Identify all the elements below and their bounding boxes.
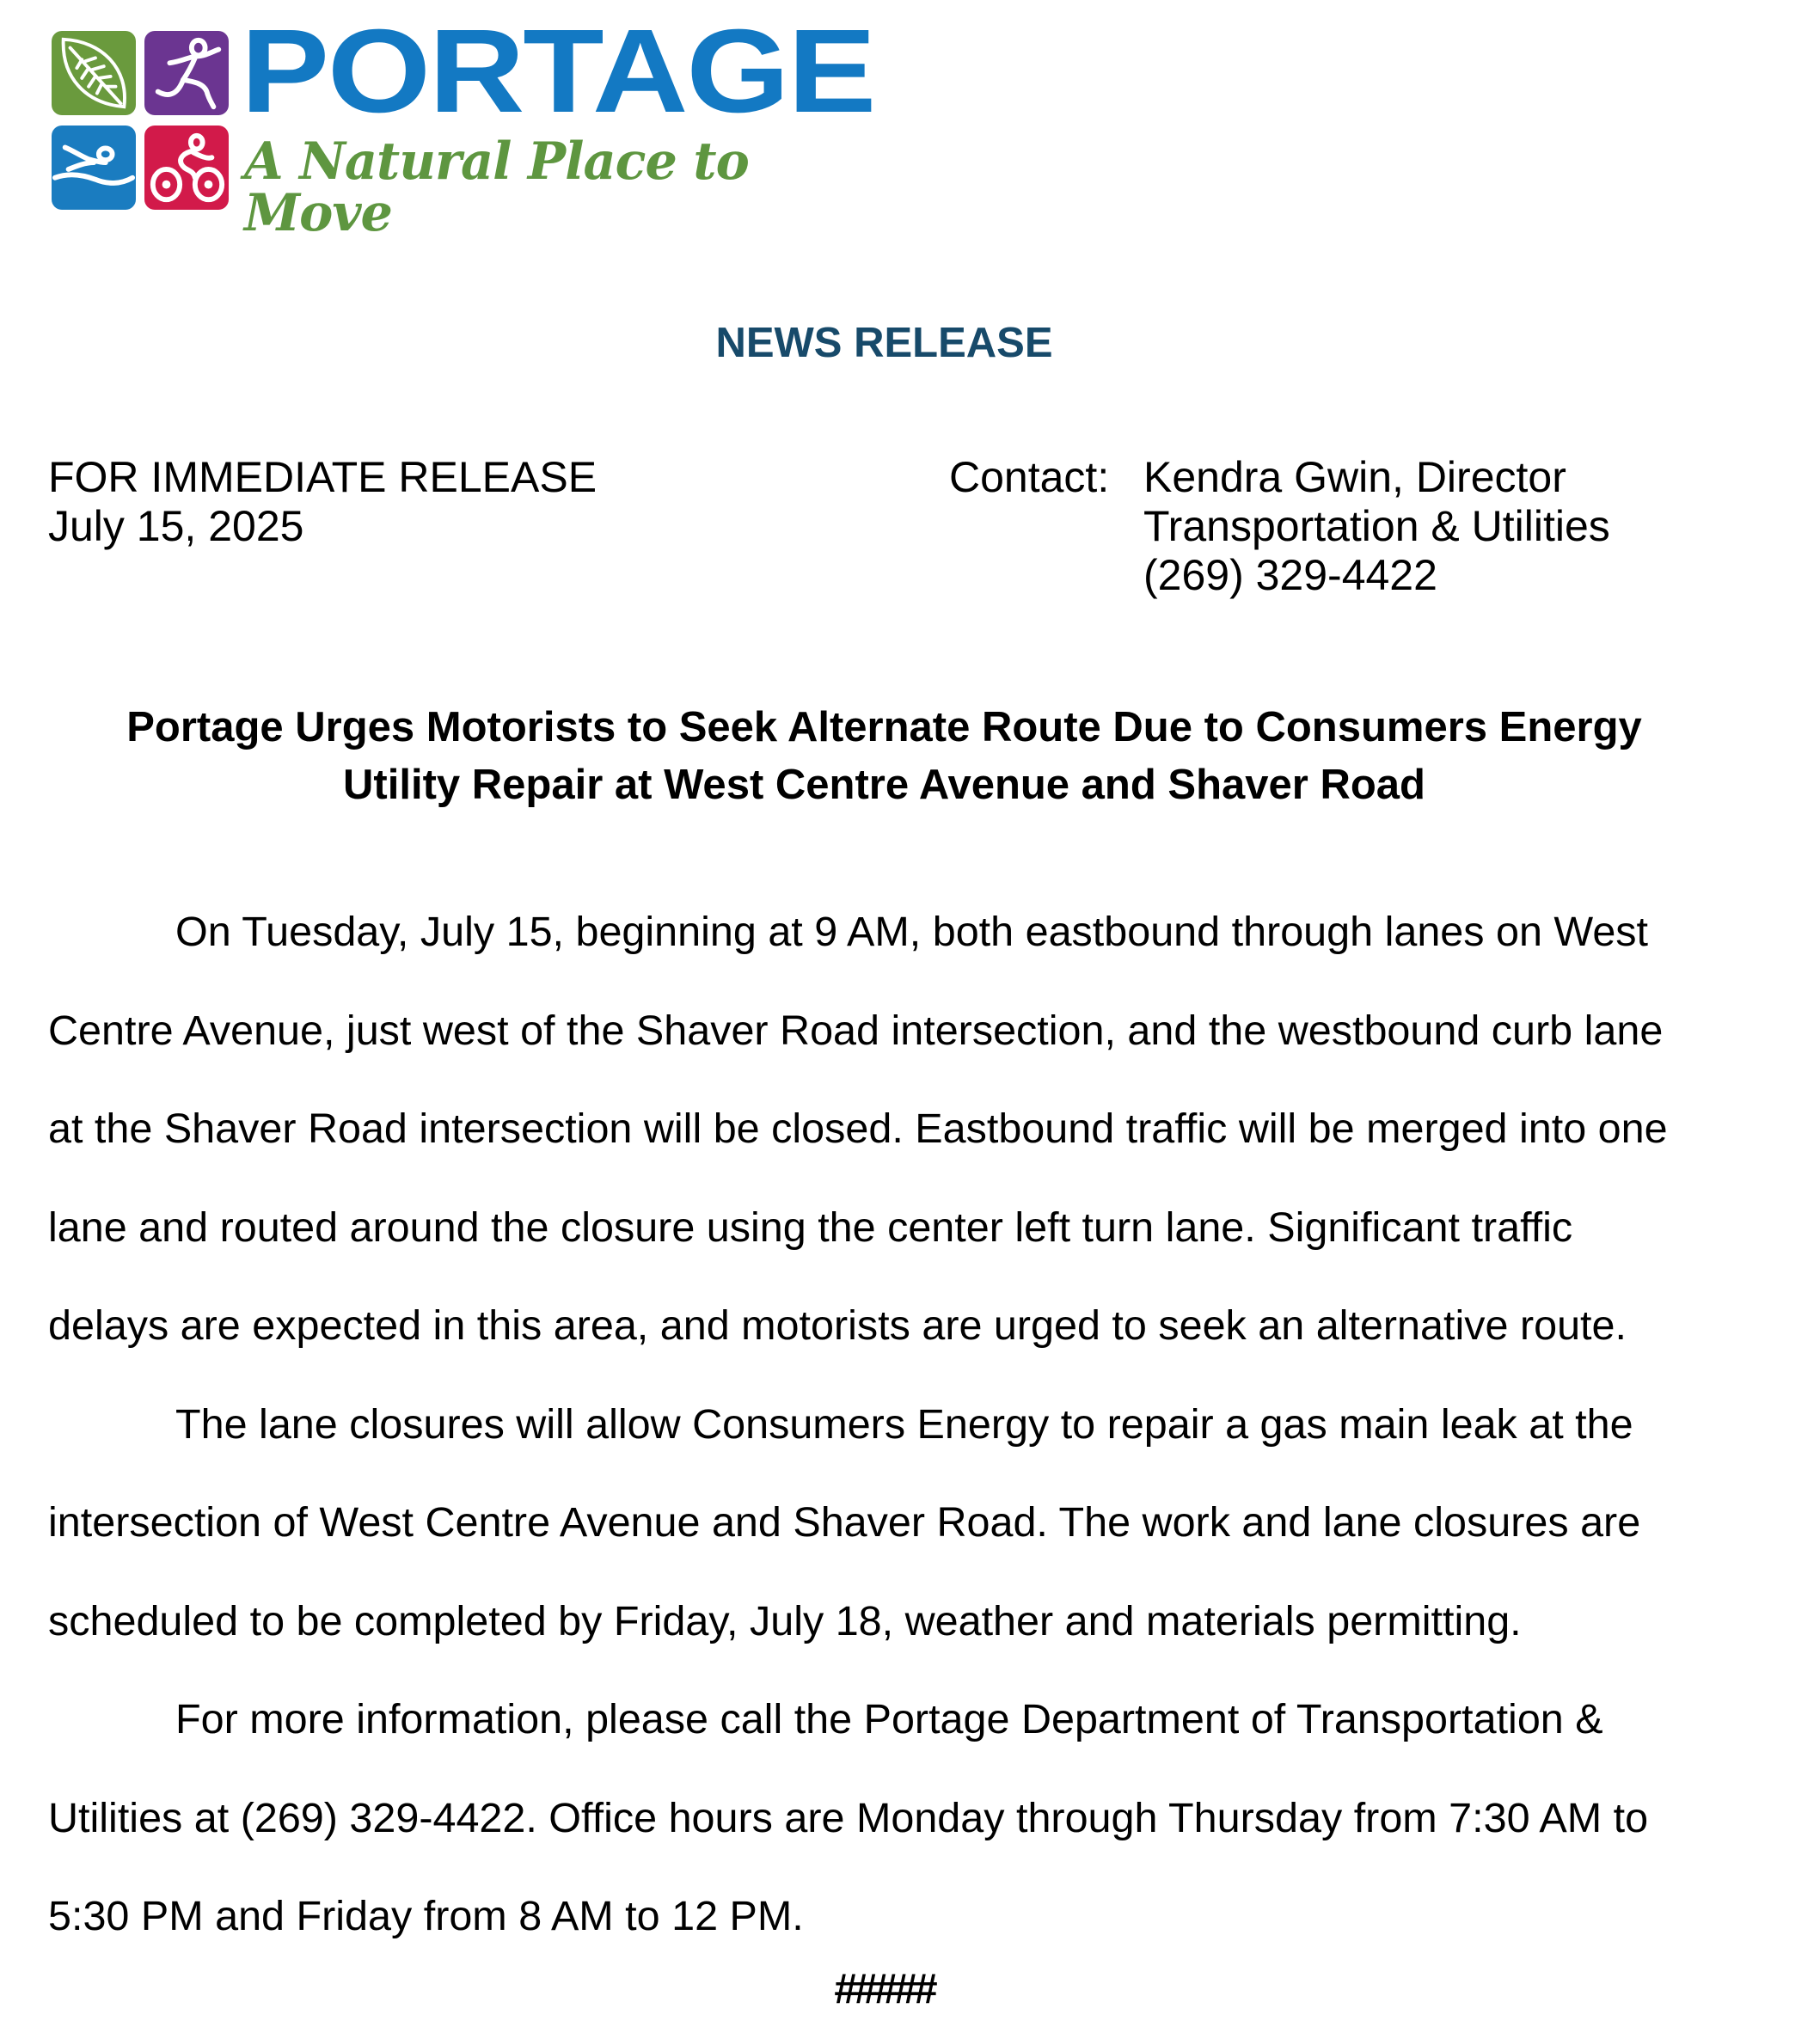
contact-name: Kendra Gwin, Director [1143, 453, 1566, 501]
paragraph-2-line: The lane closures will allow Consumers Energy to repair a gas main leak at the [175, 1400, 1633, 1448]
runner-icon [144, 31, 229, 115]
brand-tagline: A Natural Place to Move [244, 132, 749, 243]
end-mark: ##### [834, 1966, 935, 2012]
release-info [48, 453, 597, 551]
paragraph-1-line: Centre Avenue, just west of the Shaver Road intersection, and the westbound curb lane [48, 1007, 1664, 1054]
brand-name: PORTAGE [241, 5, 875, 138]
headline [0, 699, 1768, 814]
paragraph-2-line: scheduled to be completed by Friday, July 18, weather and materials permitting. [48, 1597, 1522, 1644]
release-date: July 15, 2025 [48, 502, 304, 550]
paragraph-1-line: On Tuesday, July 15, beginning at 9 AM, both eastbound through lanes on West [175, 909, 1649, 955]
paragraph-1-line: delays are expected in this area, and motorists are urged to seek an alternative route. [48, 1302, 1627, 1349]
release-type: FOR IMMEDIATE RELEASE [48, 453, 597, 501]
headline-line-1: Portage Urges Motorists to Seek Alternate Route Due to Consumers Energy [126, 704, 1642, 750]
contact-phone: (269) 329-4422 [1143, 551, 1437, 599]
cyclist-icon [144, 126, 229, 210]
paragraph-3-line: For more information, please call the Portage Department of Transportation & [175, 1696, 1603, 1742]
contact-label: Contact: [949, 453, 1110, 501]
body-text [48, 883, 1668, 1966]
contact-department: Transportation & Utilities [1143, 502, 1610, 550]
headline-line-2: Utility Repair at West Centre Avenue and Shaver Road [343, 762, 1425, 808]
swimmer-icon [52, 126, 136, 210]
paragraph-1-line: lane and routed around the closure using the center left turn lane. Significant traffic [48, 1203, 1573, 1251]
paragraph-3-line: Utilities at (269) 329-4422. Office hours are Monday through Thursday from 7:30 AM to [48, 1794, 1649, 1841]
paragraph-1-line: at the Shaver Road intersection will be closed. Eastbound traffic will be merged into one [48, 1105, 1668, 1152]
leaf-icon [52, 31, 136, 115]
portage-logo [50, 5, 875, 243]
paragraph-2-line: intersection of West Centre Avenue and Shaver Road. The work and lane closures are [48, 1499, 1641, 1546]
document-label: NEWS RELEASE [715, 320, 1053, 366]
paragraph-3-line: 5:30 PM and Friday from 8 AM to 12 PM. [48, 1893, 804, 1939]
contact-info [1143, 453, 1610, 600]
